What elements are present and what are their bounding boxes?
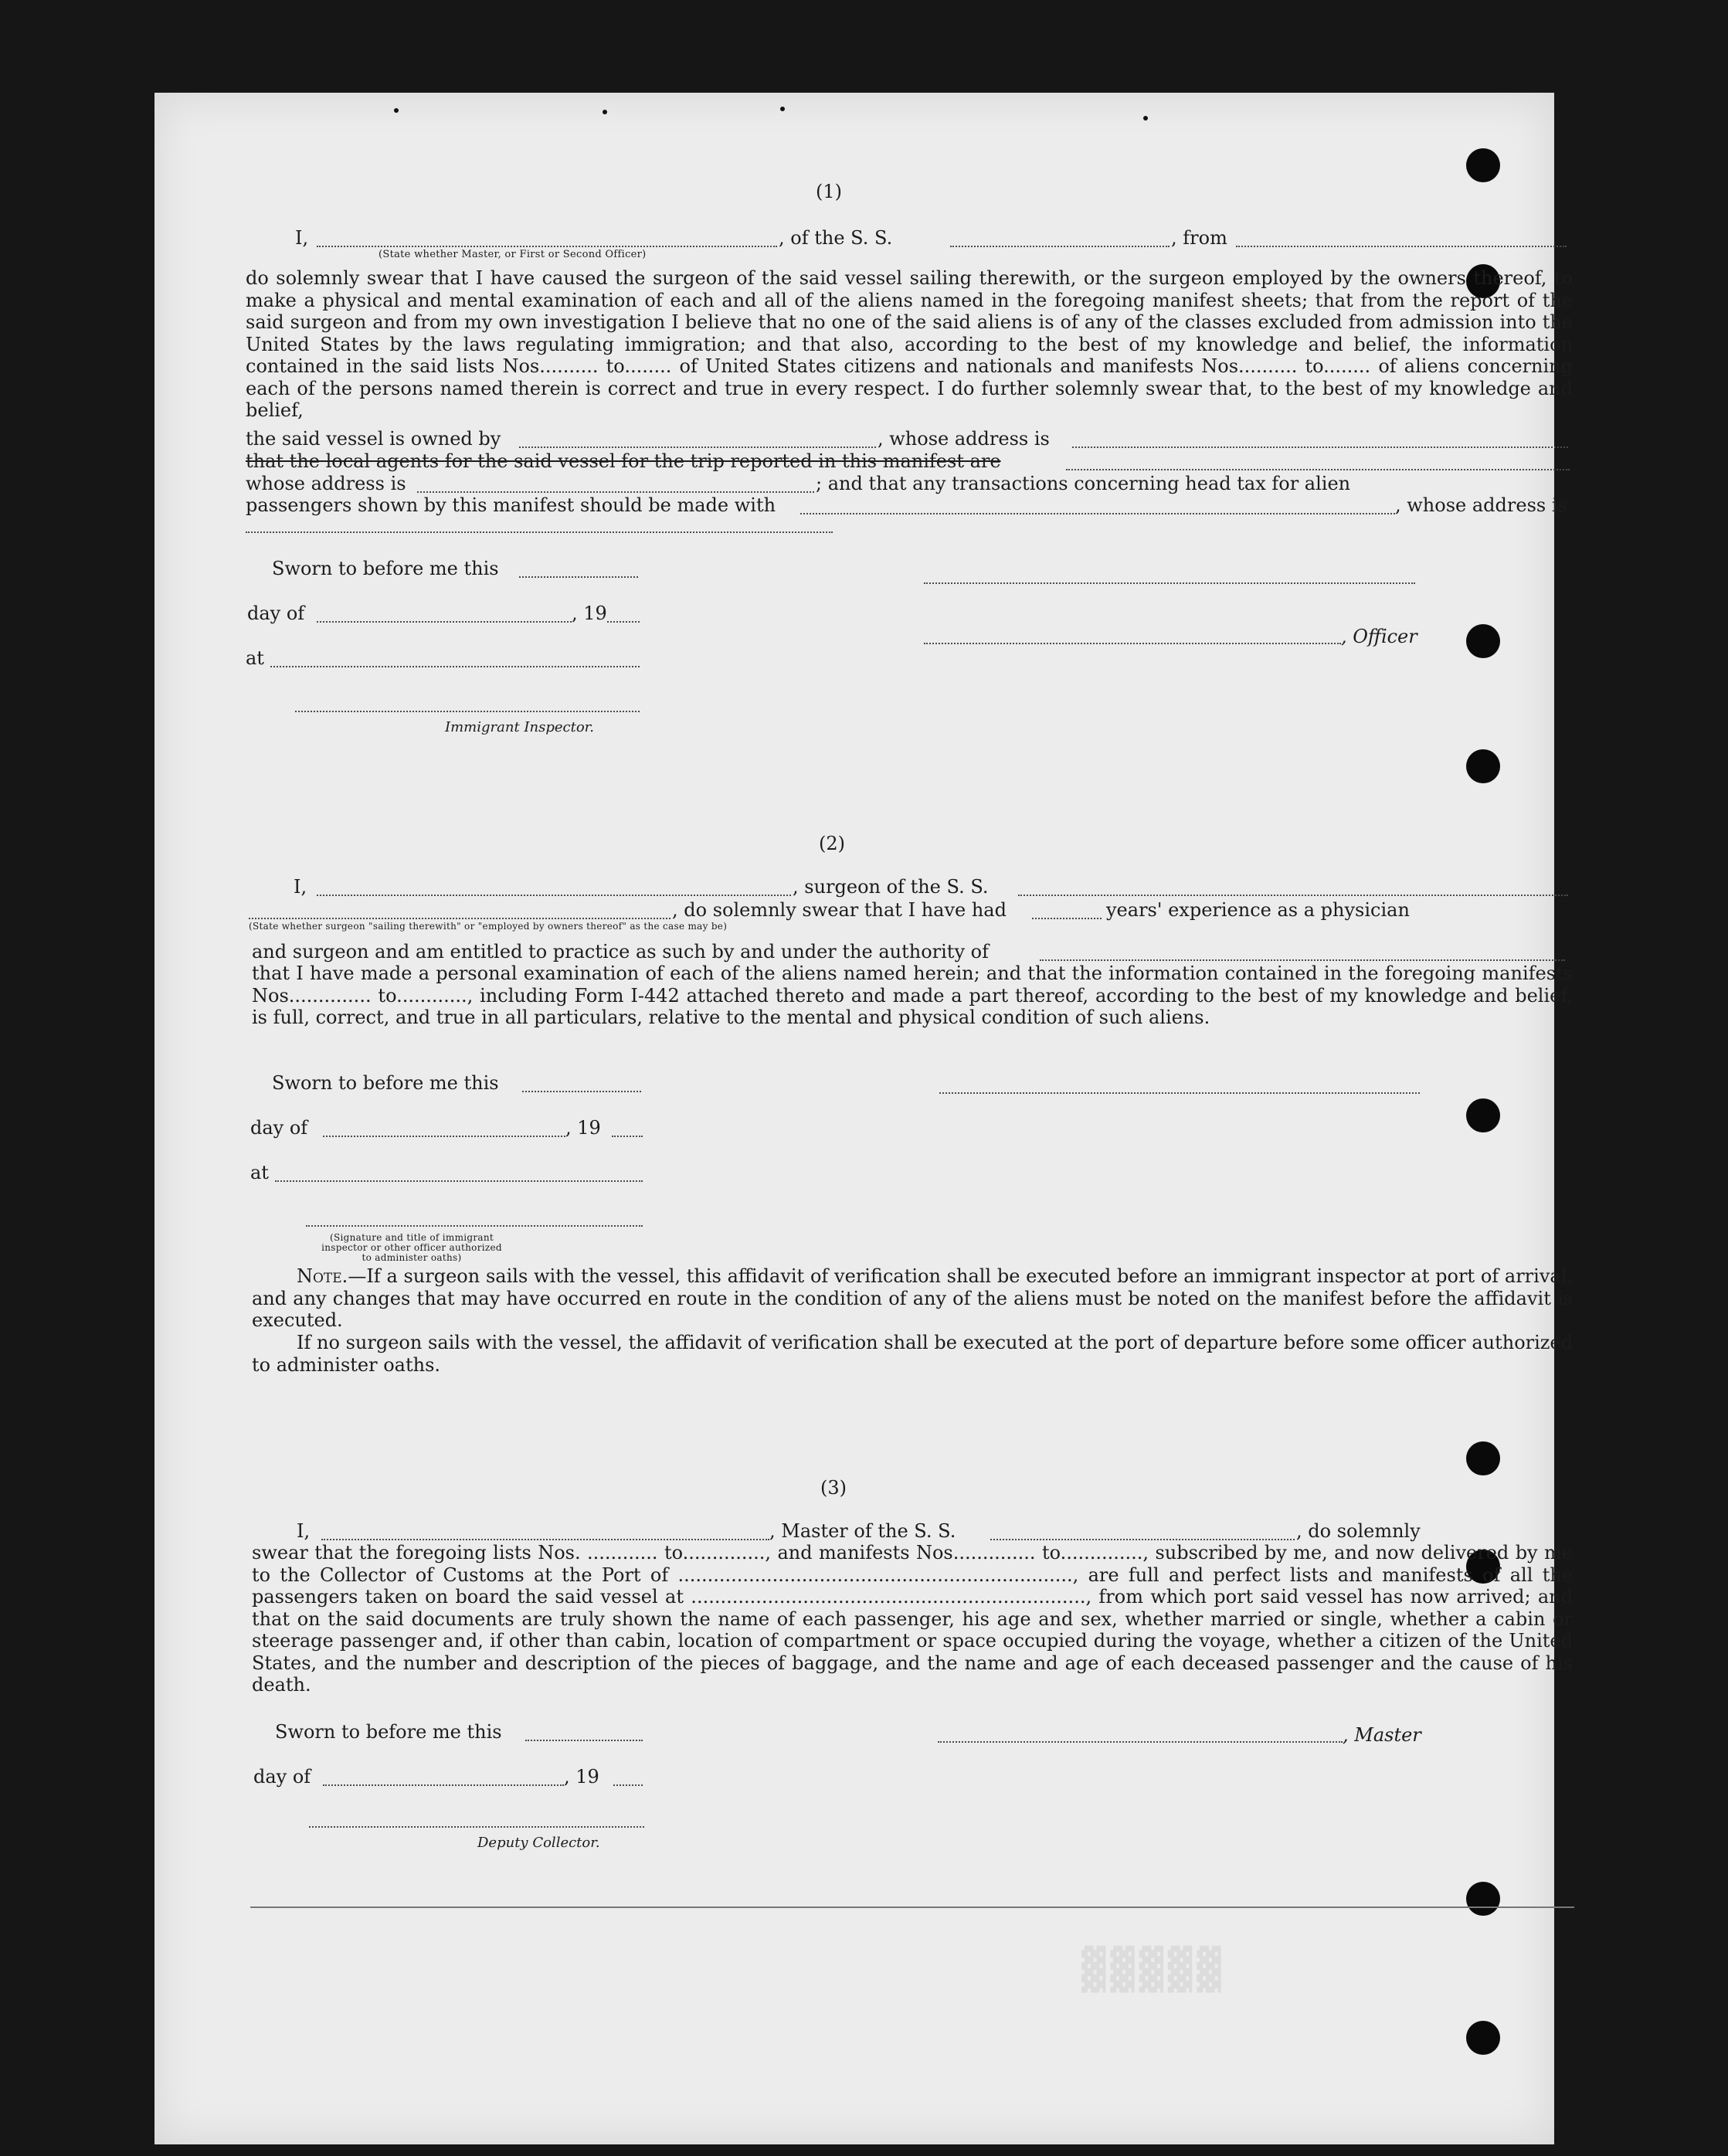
note-text: —If a surgeon sails with the vessel, this affidavit of verification shall be executed before an immigrant inspector at port of arrival, and any changes that may have occurred en route in the condition of any of the aliens must be noted on the manifest before the affidavit is executed.	[252, 1265, 1573, 1331]
note-paragraph-2: If no surgeon sails with the vessel, the affidavit of verification shall be executed at the port of departure before some officer authorized to administer oaths.	[252, 1332, 1573, 1376]
punch-hole	[1466, 1098, 1500, 1132]
bleed-through-mark: ▓▓▓▓▓	[1081, 1947, 1226, 1993]
inspector-signature-field[interactable]	[306, 1225, 643, 1227]
port-from-field[interactable]	[1236, 246, 1567, 247]
note-label: Note.	[297, 1265, 348, 1287]
label-sworn: Sworn to before me this	[272, 558, 499, 579]
label-at: at	[250, 1162, 269, 1183]
surgeon-ship-field[interactable]	[1018, 895, 1568, 896]
sworn-day-field[interactable]	[522, 1091, 641, 1092]
state-note: (State whether Master, or First or Second Officer)	[379, 249, 647, 260]
label-day-of: day of	[250, 1117, 308, 1139]
ink-speck	[780, 107, 785, 111]
label-year: , 19	[572, 603, 607, 624]
signature-note: (Signature and title of immigrant inspector or other officer authorized to administer oaths)	[321, 1232, 502, 1263]
punch-hole	[1466, 2021, 1500, 2055]
bottom-divider	[250, 1906, 1574, 1908]
label-deputy-collector: Deputy Collector.	[477, 1835, 600, 1851]
note-paragraph	[252, 1265, 1573, 1332]
master-name-field[interactable]	[321, 1539, 769, 1540]
punch-hole	[1466, 1882, 1500, 1916]
label-i: I,	[295, 227, 309, 249]
surgeon-signature-field[interactable]	[939, 1092, 1420, 1094]
owner-field[interactable]	[519, 446, 876, 448]
day-month-field[interactable]	[317, 621, 572, 623]
label-do-solemnly: , do solemnly swear that I have had	[672, 899, 1007, 921]
label-master-of: , Master of the S. S.	[769, 1520, 956, 1542]
label-master: , Master	[1343, 1724, 1421, 1746]
section1-body: do solemnly swear that I have caused the surgeon of the said vessel sailing therewith, or the surgeon employed by the owners thereof, to make a physical and mental examination of each and all of the aliens named in the foregoing manifest sheets; that from the report of the said surgeon and from my own investigation I believe that no one of the said aliens is of any of the classes excluded from admission into the United States by the laws regulating immigration; and that also, according to the best of my knowledge and belief, the information contained in the said lists Nos.......... to........ of United States citizens and nationals and manifests Nos.......... to........ of aliens concerning each of the persons named therein is correct and true in every respect. I do further solemnly swear that, to the best of my knowledge and belief,	[246, 267, 1573, 421]
label-from: , from	[1171, 227, 1227, 249]
year-field[interactable]	[613, 1784, 643, 1786]
punch-hole	[1466, 624, 1500, 658]
label-surgeon-of: , surgeon of the S. S.	[793, 876, 989, 898]
label-of-ss: , of the S. S.	[779, 227, 893, 249]
document-page	[154, 93, 1573, 2144]
label-sworn: Sworn to before me this	[275, 1721, 502, 1743]
section3-body: swear that the foregoing lists Nos. ............ to.............., and manifests Nos.............. to.............., subscribed by me, and now delivered by me to the Collector of Customs at the Port of ..................................................................., are full and perfect lists and manifests of all the passengers taken on board the said vessel at ..................................................................., from which port said vessel has now arrived; and that on the said documents are truly shown the name of each passenger, his age and sex, whether married or single, whether a cabin or steerage passenger and, if other than cabin, location of compartment or space occupied during the voyage, whether a citizen of the United States, and the number and description of the pieces of baggage, and the name and age of each deceased passenger and the cause of his death.	[252, 1542, 1573, 1696]
label-whose-address-2: whose address is	[246, 473, 406, 494]
label-head-tax: ; and that any transactions concerning head tax for alien	[816, 473, 1351, 494]
label-i: I,	[297, 1520, 311, 1542]
label-entitled: and surgeon and am entitled to practice as such by and under the authority of	[252, 941, 989, 963]
label-i: I,	[294, 876, 307, 898]
sworn-day-field[interactable]	[519, 576, 638, 578]
label-local-agents	[246, 450, 1001, 472]
label-at: at	[246, 647, 264, 669]
label-whose-address: , whose address is	[878, 428, 1050, 450]
ship-name-field[interactable]	[950, 246, 1170, 247]
label-officer: , Officer	[1341, 626, 1417, 647]
section-number: (1)	[816, 181, 842, 202]
label-sworn: Sworn to before me this	[272, 1072, 499, 1094]
surgeon-name-field[interactable]	[317, 895, 791, 896]
year-field[interactable]	[612, 1136, 643, 1137]
authority-field[interactable]	[1040, 959, 1565, 961]
state-note: (State whether surgeon "sailing therewith" or "employed by owners thereof" as the case may be)	[249, 921, 728, 932]
day-month-field[interactable]	[323, 1136, 565, 1137]
inspector-signature-field[interactable]	[295, 711, 640, 712]
punch-hole	[1466, 148, 1500, 182]
label-years-experience: years' experience as a physician	[1106, 899, 1410, 921]
at-place-field[interactable]	[275, 1180, 643, 1182]
label-year: , 19	[565, 1117, 601, 1139]
label-whose-address-3: , whose address is	[1395, 494, 1567, 516]
label-day-of: day of	[247, 603, 305, 624]
owner-address-field[interactable]	[1072, 446, 1568, 448]
ink-speck	[1143, 116, 1148, 121]
officer-signature-field[interactable]	[924, 582, 1415, 584]
agents-address-field[interactable]	[417, 491, 814, 493]
officer-title-field[interactable]	[924, 643, 1341, 644]
punch-hole	[1466, 749, 1500, 783]
label-day-of: day of	[253, 1766, 311, 1788]
ink-speck	[394, 108, 399, 113]
section2-body: that I have made a personal examination of each of the aliens named herein; and that the information contained in the foregoing manifests Nos.............. to............, including Form I-442 attached thereto and made a part thereof, according to the best of my knowledge and belief, is full, correct, and true in all particulars, relative to the mental and physical condition of such aliens.	[252, 963, 1573, 1028]
master-signature-field[interactable]	[938, 1741, 1343, 1743]
years-field[interactable]	[1032, 918, 1102, 919]
ink-speck	[603, 110, 607, 114]
label-year: , 19	[564, 1766, 599, 1788]
local-agents-text: that the local agents for the said vessel for the trip reported in this manifest are	[246, 450, 1001, 472]
label-do-solemnly: , do solemnly	[1296, 1520, 1421, 1542]
section-number: (3)	[820, 1477, 847, 1499]
sworn-day-field[interactable]	[525, 1740, 643, 1741]
section-number: (2)	[819, 833, 845, 854]
label-passengers-shown: passengers shown by this manifest should be made with	[246, 494, 776, 516]
day-month-field[interactable]	[323, 1784, 564, 1786]
surgeon-status-field[interactable]	[249, 918, 670, 919]
label-immigrant-inspector: Immigrant Inspector.	[445, 719, 595, 735]
master-ship-field[interactable]	[990, 1539, 1295, 1540]
punch-hole	[1466, 1441, 1500, 1475]
officer-name-field[interactable]	[317, 246, 777, 247]
agents-field[interactable]	[1066, 469, 1570, 470]
head-tax-agent-field[interactable]	[800, 513, 1395, 514]
at-place-field[interactable]	[270, 666, 640, 667]
deputy-signature-field[interactable]	[309, 1826, 644, 1828]
head-tax-address-field[interactable]	[246, 531, 833, 533]
label-owned-by: the said vessel is owned by	[246, 428, 501, 450]
year-field[interactable]	[607, 621, 640, 623]
